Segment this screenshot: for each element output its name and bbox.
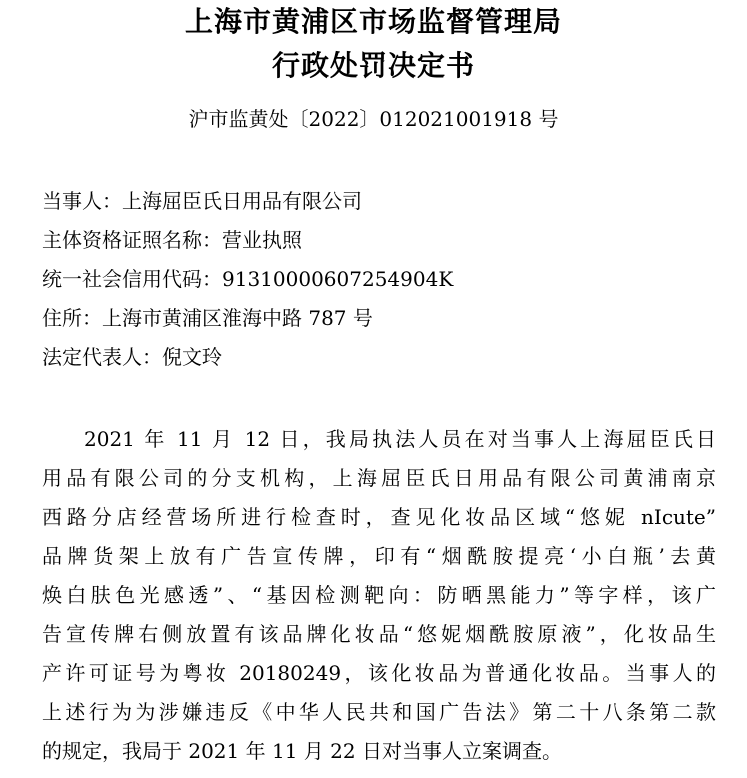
document-title-line2: 行政处罚决定书 (271, 49, 475, 82)
party-info-item-address (42, 299, 722, 338)
party-info-label: 统一社会信用代码： (42, 267, 222, 291)
party-info-value: 倪文玲 (162, 345, 222, 369)
paragraph-line: 上述行为为涉嫌违反《中华人民共和国广告法》第二十八条第二款 (42, 700, 716, 724)
party-info-value: 上海屈臣氏日用品有限公司 (122, 189, 362, 213)
document-number: 沪市监黄处〔2022〕012021001918 号 (188, 107, 559, 131)
paragraph-line: 的规定，我局于 2021 年 11 月 22 日对当事人立案调查。 (42, 739, 562, 763)
paragraph-line: 焕白肤色光感透”、“基因检测靶向：防晒黑能力”等字样，该广 (42, 583, 716, 607)
party-info-label: 住所： (42, 306, 102, 330)
paragraph-line: 西路分店经营场所进行检查时，查见化妆品区域“悠妮 nIcute” (42, 505, 716, 529)
body-paragraph (42, 420, 716, 771)
paragraph-line: 品牌货架上放有广告宣传牌，印有“烟酰胺提亮‘小白瓶’去黄 (42, 544, 716, 568)
party-info-label: 主体资格证照名称： (42, 228, 222, 252)
party-info-label: 当事人： (42, 189, 122, 213)
party-info-item-credit-code (42, 260, 722, 299)
paragraph-line: 告宣传牌右侧放置有该品牌化妆品“悠妮烟酰胺原液”，化妆品生 (42, 622, 716, 646)
party-info-item-legal-rep (42, 338, 722, 377)
paragraph-line: 产许可证号为粤妆 20180249，该化妆品为普通化妆品。当事人的 (42, 661, 716, 685)
party-info-list (42, 182, 722, 377)
party-info-item-name (42, 182, 722, 221)
document-title-line1: 上海市黄浦区市场监督管理局 (184, 5, 562, 38)
party-info-label: 法定代表人： (42, 345, 162, 369)
party-info-value: 营业执照 (222, 228, 302, 252)
party-info-value: 91310000607254904K (222, 267, 454, 291)
party-info-item-license (42, 221, 722, 260)
party-info-value: 上海市黄浦区淮海中路 787 号 (102, 306, 373, 330)
paragraph-line: 用品有限公司的分支机构，上海屈臣氏日用品有限公司黄浦南京 (42, 466, 716, 490)
paragraph-line: 2021 年 11 月 12 日，我局执法人员在对当事人上海屈臣氏日 (84, 427, 716, 451)
